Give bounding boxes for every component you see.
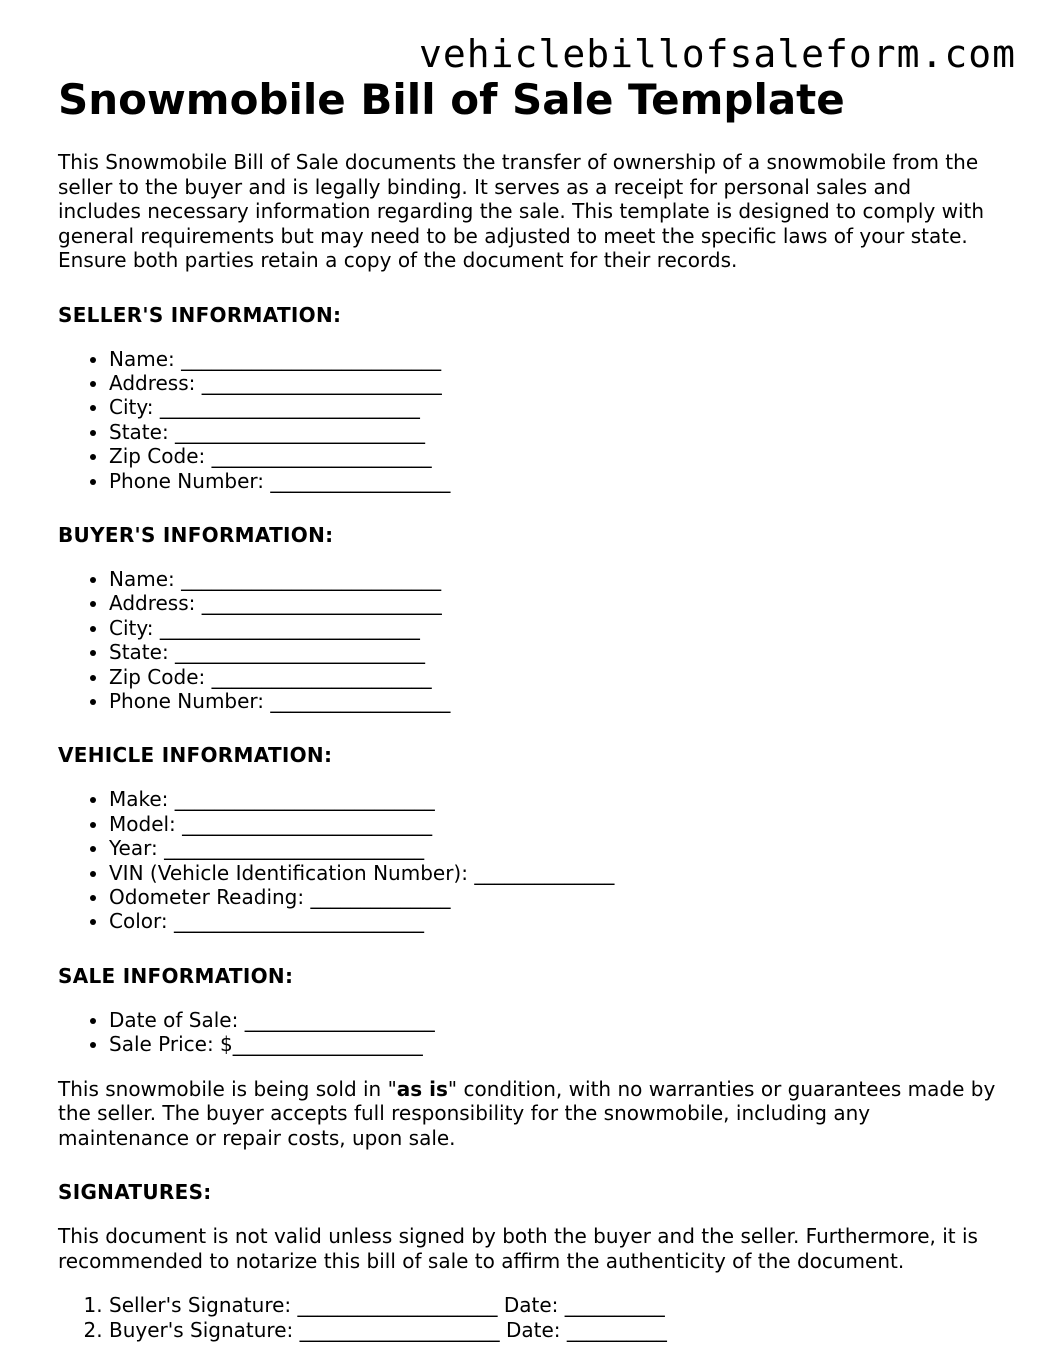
- as-is-emphasis: as is: [396, 1076, 448, 1101]
- buyer-field-list: [58, 567, 998, 713]
- as-is-paragraph: [58, 1077, 998, 1151]
- buyer-signature-line: 2. Buyer's Signature: ____________________ Date: __________: [109, 1318, 998, 1342]
- seller-city-field: • City: __________________________: [109, 395, 998, 419]
- buyer-zip-field: • Zip Code: ______________________: [109, 665, 998, 689]
- seller-state-field: • State: _________________________: [109, 420, 998, 444]
- sale-field-list: [58, 1008, 998, 1057]
- seller-heading: SELLER'S INFORMATION:: [58, 302, 342, 327]
- seller-signature-line: 1. Seller's Signature: ____________________ Date: __________: [109, 1293, 998, 1317]
- buyer-state-field: • State: _________________________: [109, 640, 998, 664]
- buyer-address-field: • Address: ________________________: [109, 591, 998, 615]
- signature-list: [58, 1293, 998, 1342]
- page-title: Snowmobile Bill of Sale Template: [58, 75, 845, 124]
- seller-zip-field: • Zip Code: ______________________: [109, 444, 998, 468]
- site-watermark: vehiclebillofsaleform.com: [419, 32, 1016, 76]
- buyer-heading: BUYER'S INFORMATION:: [58, 522, 334, 547]
- as-is-text-after: " condition, with no warranties or guarantees made by the seller. The buyer accepts full responsibility for the snowmobile, including any maintenance or repair costs, upon sale.: [58, 1076, 996, 1150]
- vehicle-model-field: • Model: _________________________: [109, 812, 998, 836]
- signatures-note: This document is not valid unless signed by both the buyer and the seller. Furthermore, it is recommended to notarize this bill of sale to affirm the authenticity of the document.: [58, 1224, 978, 1273]
- intro-paragraph: This Snowmobile Bill of Sale documents the transfer of ownership of a snowmobile from the seller to the buyer and is legally binding. It serves as a receipt for personal sales and includes necessary information regarding the sale. This template is designed to comply with general requirements but may need to be adjusted to meet the specific laws of your state. Ensure both parties retain a copy of the document for their records.: [58, 150, 985, 272]
- sale-heading: SALE INFORMATION:: [58, 963, 294, 988]
- buyer-phone-field: • Phone Number: __________________: [109, 689, 998, 713]
- vehicle-odometer-field: • Odometer Reading: ______________: [109, 885, 998, 909]
- sale-price-field: • Sale Price: $___________________: [109, 1032, 998, 1056]
- as-is-text-before: This snowmobile is being sold in ": [58, 1076, 397, 1101]
- buyer-name-field: • Name: __________________________: [109, 567, 998, 591]
- signatures-heading: SIGNATURES:: [58, 1180, 212, 1205]
- seller-phone-field: • Phone Number: __________________: [109, 469, 998, 493]
- vehicle-heading: VEHICLE INFORMATION:: [58, 743, 333, 768]
- vehicle-field-list: [58, 787, 998, 933]
- vehicle-year-field: • Year: __________________________: [109, 836, 998, 860]
- sale-date-field: • Date of Sale: ___________________: [109, 1008, 998, 1032]
- seller-field-list: [58, 347, 998, 493]
- document-body: [58, 74, 998, 1342]
- seller-name-field: • Name: __________________________: [109, 347, 998, 371]
- buyer-city-field: • City: __________________________: [109, 616, 998, 640]
- seller-address-field: • Address: ________________________: [109, 371, 998, 395]
- vehicle-vin-field: • VIN (Vehicle Identification Number): ______________: [109, 861, 998, 885]
- vehicle-make-field: • Make: __________________________: [109, 787, 998, 811]
- vehicle-color-field: • Color: _________________________: [109, 909, 998, 933]
